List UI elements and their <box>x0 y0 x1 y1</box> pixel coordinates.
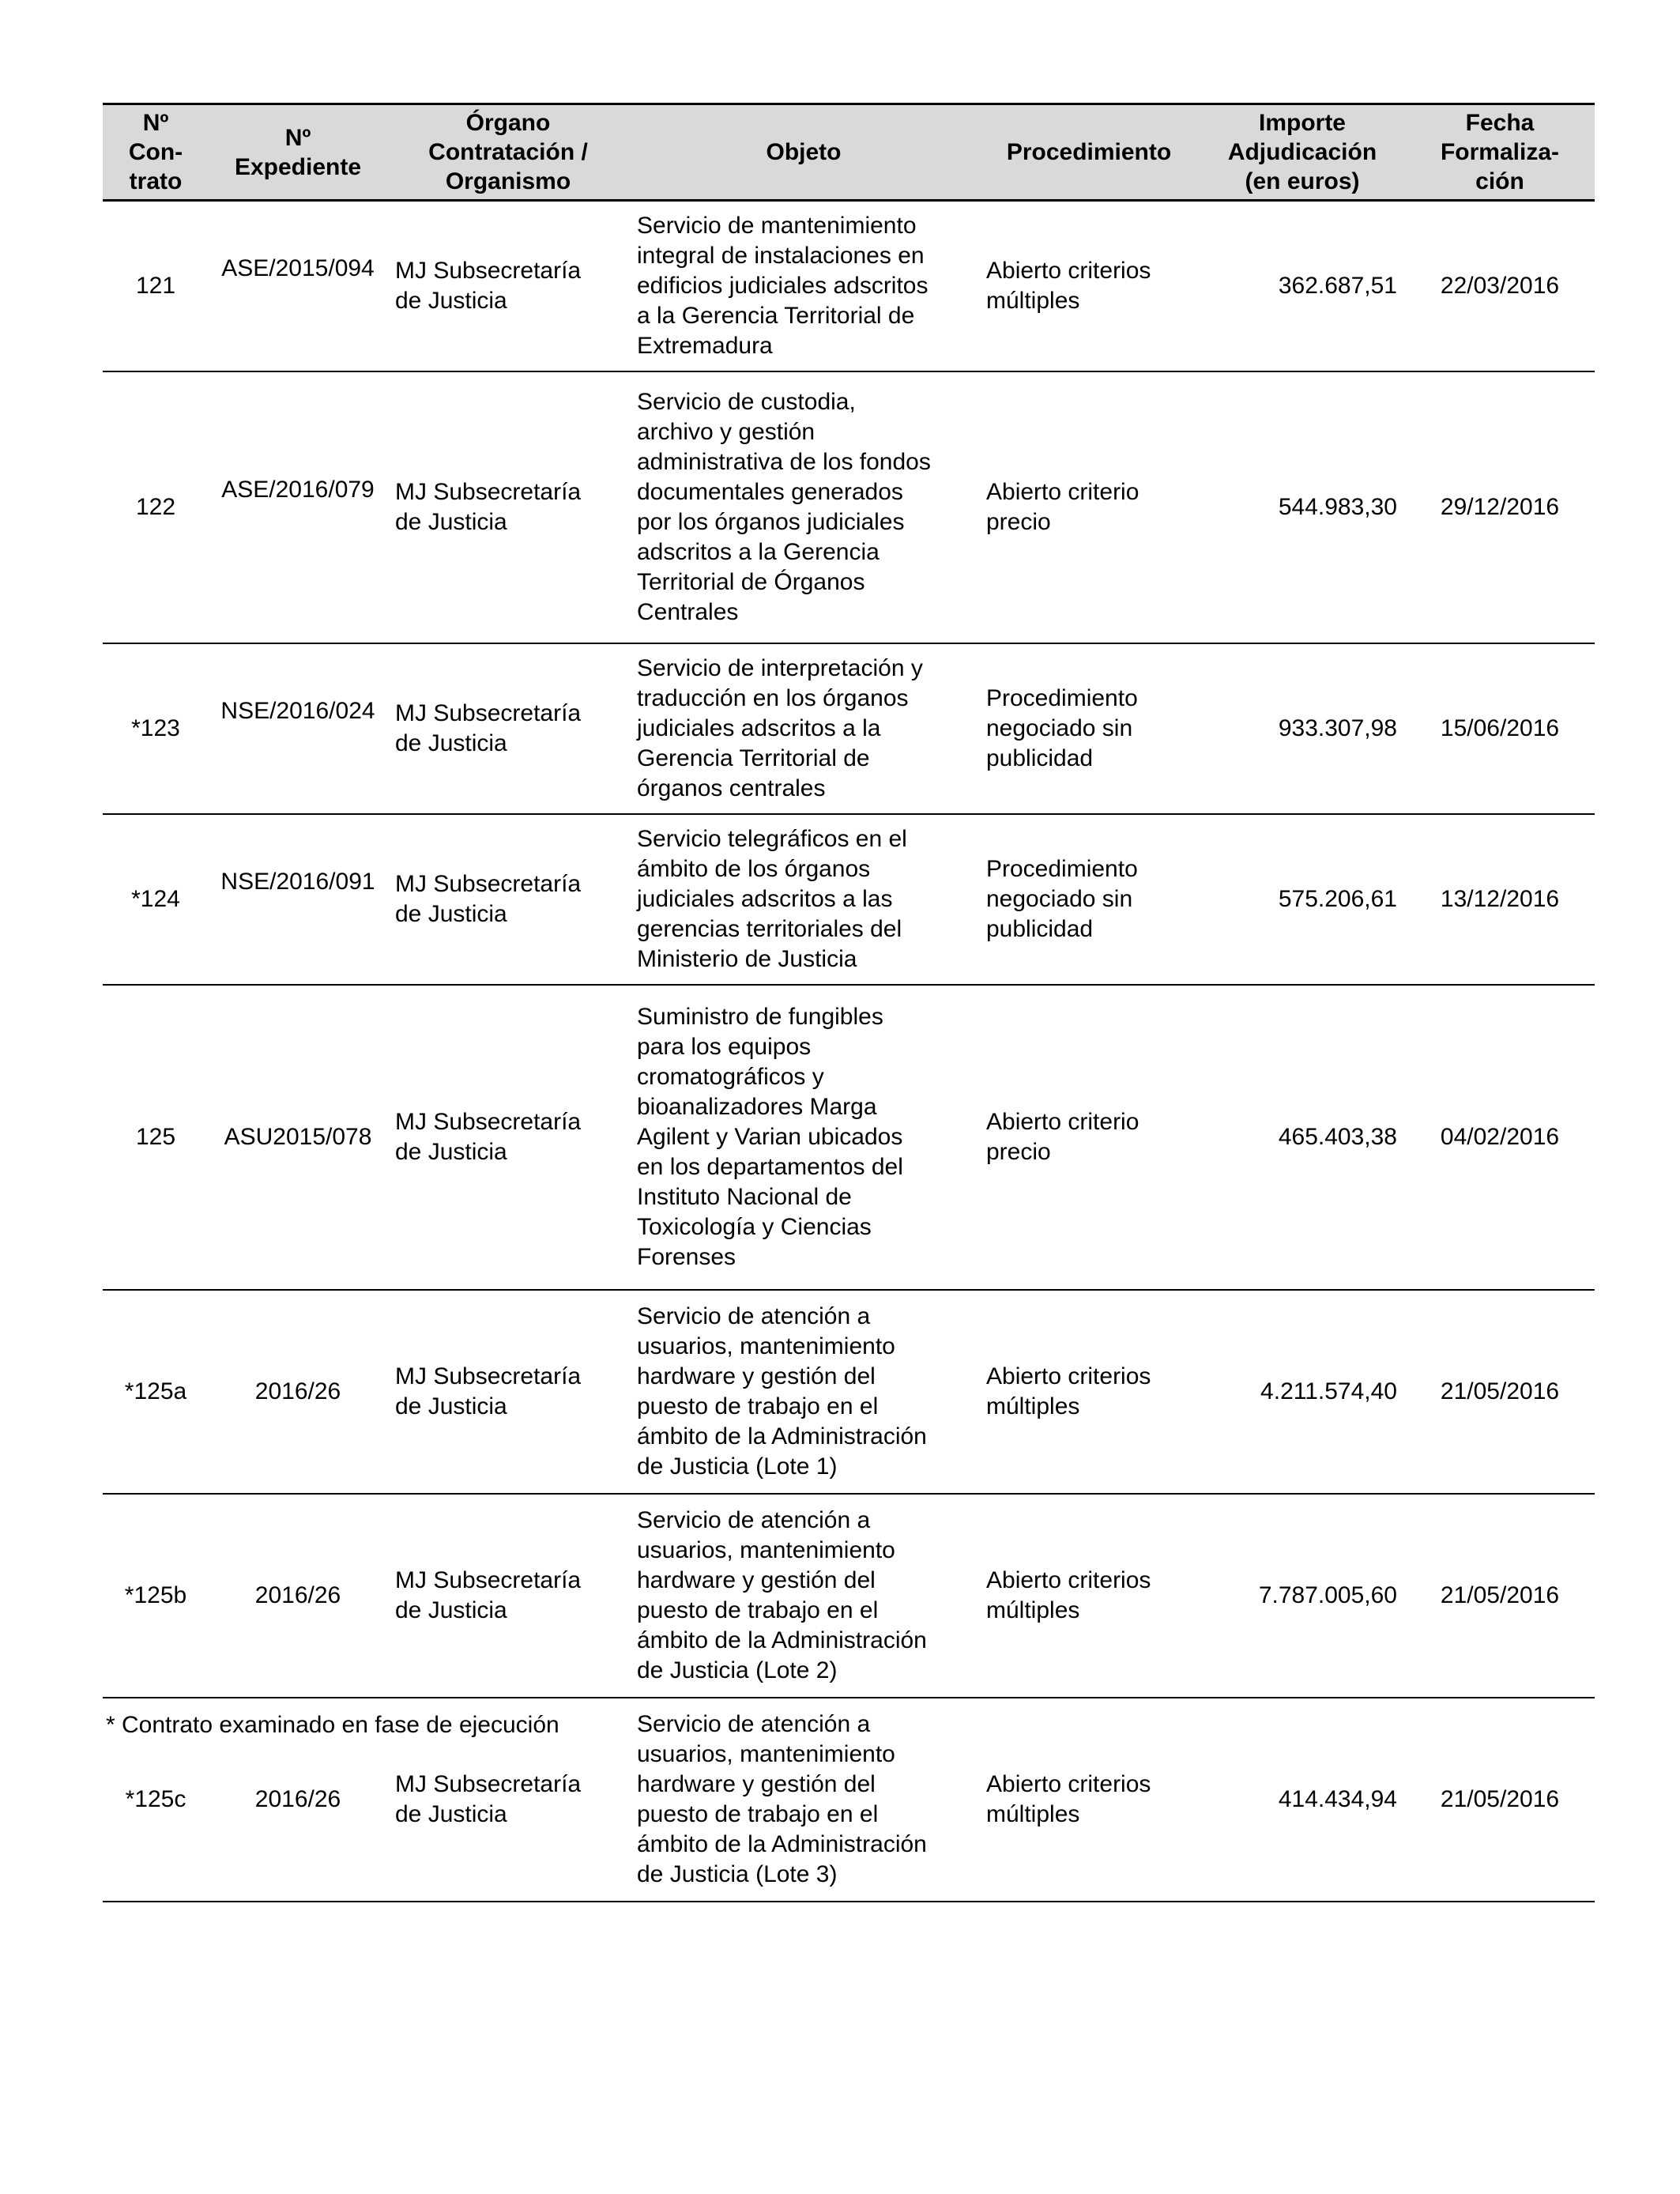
cell-importe: 465.403,38 <box>1200 985 1405 1290</box>
table-row <box>103 1494 1595 1698</box>
text-line: Agilent y Varian ubicados <box>637 1123 903 1150</box>
text-line: documentales generados <box>637 478 903 505</box>
header-objeto <box>629 104 978 201</box>
text-line: judiciales adscritos a la <box>637 714 881 741</box>
text-line: Formaliza- <box>1440 139 1560 165</box>
text-line: ámbito de la Administración <box>637 1830 927 1857</box>
text-line: edificios judiciales adscritos <box>637 272 929 299</box>
text-line: (en euros) <box>1245 168 1360 194</box>
text-line: Gerencia Territorial de <box>637 745 870 771</box>
text-line: gerencias territoriales del <box>637 915 902 942</box>
table-row <box>103 643 1595 814</box>
text-line: de Justicia <box>395 1393 507 1419</box>
cell-organo <box>387 1290 629 1494</box>
cell-contract-number: 125 <box>103 985 209 1290</box>
text-line: de Justicia <box>395 1596 507 1623</box>
text-line: trato <box>129 168 183 194</box>
text-line: Servicio de interpretación y <box>637 654 923 681</box>
text-line: de Justicia <box>395 729 507 756</box>
cell-fecha: 21/05/2016 <box>1405 1698 1595 1902</box>
text-line: Abierto criterio <box>986 478 1139 505</box>
text-line: Abierto criterios <box>986 257 1151 284</box>
cell-contract-number: 122 <box>103 371 209 643</box>
text-line: Territorial de Órganos <box>637 568 865 595</box>
text-line: de Justicia <box>395 287 507 314</box>
text-line: MJ Subsecretaría <box>395 1566 582 1593</box>
cell-fecha: 21/05/2016 <box>1405 1494 1595 1698</box>
text-line: usuarios, mantenimiento <box>637 1333 895 1359</box>
text-line: múltiples <box>986 287 1080 314</box>
text-line: administrativa de los fondos <box>637 448 931 475</box>
cell-contract-number: *125b <box>103 1494 209 1698</box>
cell-fecha: 21/05/2016 <box>1405 1290 1595 1494</box>
table-row <box>103 814 1595 985</box>
cell-expediente <box>209 985 387 1290</box>
text-line: Adjudicación <box>1227 139 1377 165</box>
text-line: Con- <box>128 139 183 165</box>
expediente-text: NSE/2016/024 <box>220 697 375 724</box>
contracts-table <box>103 103 1595 1902</box>
cell-objeto <box>629 1290 978 1494</box>
text-line: Procedimiento <box>1006 139 1172 165</box>
cell-expediente <box>209 814 387 985</box>
text-line: MJ Subsecretaría <box>395 1363 582 1389</box>
header-num <box>103 104 209 201</box>
text-line: integral de instalaciones en <box>637 242 925 269</box>
table-body <box>103 201 1595 1902</box>
text-line: Procedimiento <box>986 684 1138 711</box>
text-line: Procedimiento <box>986 855 1138 882</box>
header-fecha <box>1405 104 1595 201</box>
text-line: Servicio de custodia, <box>637 388 856 415</box>
text-line: Organismo <box>445 168 571 194</box>
text-line: Objeto <box>766 139 842 165</box>
text-line: órganos centrales <box>637 775 826 801</box>
cell-contract-number: *125a <box>103 1290 209 1494</box>
footnote: * Contrato examinado en fase de ejecución <box>106 1712 559 1738</box>
expediente-text: 2016/26 <box>254 1378 341 1404</box>
table-row <box>103 1290 1595 1494</box>
header-importe <box>1200 104 1405 201</box>
text-line: archivo y gestión <box>637 418 816 445</box>
text-line: Abierto criterios <box>986 1363 1151 1389</box>
text-line: en los departamentos del <box>637 1153 903 1180</box>
text-line: Abierto criterios <box>986 1566 1151 1593</box>
cell-objeto <box>629 1698 978 1902</box>
text-line: múltiples <box>986 1800 1080 1827</box>
cell-procedimiento <box>978 1290 1200 1494</box>
cell-procedimiento <box>978 1494 1200 1698</box>
cell-objeto <box>629 1494 978 1698</box>
cell-procedimiento <box>978 201 1200 371</box>
cell-fecha: 04/02/2016 <box>1405 985 1595 1290</box>
text-line: MJ Subsecretaría <box>395 1770 582 1797</box>
cell-procedimiento <box>978 371 1200 643</box>
text-line: hardware y gestión del <box>637 1566 876 1593</box>
text-line: usuarios, mantenimiento <box>637 1536 895 1563</box>
text-line: Importe <box>1258 110 1346 136</box>
cell-expediente <box>209 643 387 814</box>
cell-objeto <box>629 201 978 371</box>
expediente-text: ASU2015/078 <box>224 1123 372 1150</box>
text-line: puesto de trabajo en el <box>637 1596 879 1623</box>
text-line: de Justicia <box>395 508 507 535</box>
text-line: publicidad <box>986 745 1094 771</box>
cell-fecha: 13/12/2016 <box>1405 814 1595 985</box>
expediente-text: ASE/2015/094 <box>221 254 375 281</box>
cell-contract-number: *123 <box>103 643 209 814</box>
text-line: Instituto Nacional de <box>637 1183 852 1210</box>
text-line: para los equipos <box>637 1033 812 1060</box>
cell-organo <box>387 201 629 371</box>
text-line: MJ Subsecretaría <box>395 257 582 284</box>
text-line: de Justicia <box>395 900 507 927</box>
cell-organo <box>387 1494 629 1698</box>
cell-expediente <box>209 1290 387 1494</box>
cell-objeto <box>629 985 978 1290</box>
expediente-text: 2016/26 <box>254 1785 341 1812</box>
cell-objeto <box>629 643 978 814</box>
cell-importe: 362.687,51 <box>1200 201 1405 371</box>
cell-importe: 544.983,30 <box>1200 371 1405 643</box>
text-line: publicidad <box>986 915 1094 942</box>
text-line: Servicio de atención a <box>637 1506 871 1533</box>
expediente-text: 2016/26 <box>254 1581 341 1608</box>
text-line: hardware y gestión del <box>637 1770 876 1797</box>
text-line: Servicio de mantenimiento <box>637 212 917 239</box>
cell-organo <box>387 371 629 643</box>
header-procedimiento <box>978 104 1200 201</box>
text-line: Fecha <box>1465 110 1535 136</box>
cell-expediente <box>209 1494 387 1698</box>
text-line: a la Gerencia Territorial de <box>637 302 915 329</box>
text-line: puesto de trabajo en el <box>637 1393 879 1419</box>
text-line: Nº <box>284 124 311 151</box>
text-line: por los órganos judiciales <box>637 508 905 535</box>
cell-procedimiento <box>978 643 1200 814</box>
text-line: adscritos a la Gerencia <box>637 538 880 565</box>
cell-objeto <box>629 814 978 985</box>
text-line: múltiples <box>986 1596 1080 1623</box>
cell-organo <box>387 643 629 814</box>
cell-importe: 414.434,94 <box>1200 1698 1405 1902</box>
text-line: Toxicología y Ciencias <box>637 1213 872 1240</box>
text-line: de Justicia (Lote 2) <box>637 1657 838 1683</box>
text-line: cromatográficos y <box>637 1063 824 1090</box>
text-line: hardware y gestión del <box>637 1363 876 1389</box>
text-line: Órgano <box>465 110 551 136</box>
text-line: MJ Subsecretaría <box>395 870 582 897</box>
text-line: de Justicia (Lote 1) <box>637 1453 838 1480</box>
cell-expediente <box>209 201 387 371</box>
text-line: ámbito de los órganos <box>637 855 871 882</box>
cell-objeto <box>629 371 978 643</box>
cell-fecha: 15/06/2016 <box>1405 643 1595 814</box>
cell-procedimiento <box>978 1698 1200 1902</box>
text-line: Centrales <box>637 598 739 625</box>
text-line: negociado sin <box>986 714 1133 741</box>
header-organo <box>387 104 629 201</box>
cell-fecha: 29/12/2016 <box>1405 371 1595 643</box>
cell-organo <box>387 814 629 985</box>
header-row <box>103 104 1595 201</box>
text-line: Abierto criterio <box>986 1108 1139 1135</box>
cell-fecha: 22/03/2016 <box>1405 201 1595 371</box>
table-row <box>103 985 1595 1290</box>
text-line: precio <box>986 1138 1051 1165</box>
text-line: Servicio de atención a <box>637 1302 871 1329</box>
text-line: de Justicia (Lote 3) <box>637 1860 838 1887</box>
cell-importe: 933.307,98 <box>1200 643 1405 814</box>
cell-organo <box>387 985 629 1290</box>
text-line: bioanalizadores Marga <box>637 1093 877 1120</box>
table-header <box>103 104 1595 201</box>
text-line: de Justicia <box>395 1138 507 1165</box>
cell-importe: 4.211.574,40 <box>1200 1290 1405 1494</box>
text-line: ámbito de la Administración <box>637 1627 927 1653</box>
text-line: Contratación / <box>428 139 588 165</box>
text-line: Suministro de fungibles <box>637 1003 883 1030</box>
cell-procedimiento <box>978 985 1200 1290</box>
text-line: Nº <box>142 110 169 136</box>
cell-importe: 575.206,61 <box>1200 814 1405 985</box>
text-line: Servicio de atención a <box>637 1710 871 1737</box>
table-row <box>103 371 1595 643</box>
text-line: MJ Subsecretaría <box>395 699 582 726</box>
cell-procedimiento <box>978 814 1200 985</box>
text-line: Extremadura <box>637 332 773 359</box>
text-line: MJ Subsecretaría <box>395 1108 582 1135</box>
text-line: judiciales adscritos a las <box>637 885 893 912</box>
text-line: precio <box>986 508 1051 535</box>
cell-contract-number: *125c <box>103 1698 209 1902</box>
text-line: traducción en los órganos <box>637 684 909 711</box>
text-line: Forenses <box>637 1243 736 1270</box>
text-line: Expediente <box>234 153 362 180</box>
text-line: múltiples <box>986 1393 1080 1419</box>
cell-contract-number: *124 <box>103 814 209 985</box>
text-line: Servicio telegráficos en el <box>637 825 907 852</box>
expediente-text: ASE/2016/079 <box>221 476 375 503</box>
expediente-text: NSE/2016/091 <box>220 868 375 895</box>
header-expediente <box>209 104 387 201</box>
text-line: ción <box>1475 168 1524 194</box>
text-line: MJ Subsecretaría <box>395 478 582 505</box>
table-row <box>103 201 1595 371</box>
text-line: de Justicia <box>395 1800 507 1827</box>
text-line: usuarios, mantenimiento <box>637 1740 895 1767</box>
text-line: puesto de trabajo en el <box>637 1800 879 1827</box>
text-line: negociado sin <box>986 885 1133 912</box>
cell-importe: 7.787.005,60 <box>1200 1494 1405 1698</box>
text-line: Abierto criterios <box>986 1770 1151 1797</box>
text-line: ámbito de la Administración <box>637 1423 927 1449</box>
text-line: Ministerio de Justicia <box>637 945 857 972</box>
cell-contract-number: 121 <box>103 201 209 371</box>
cell-expediente <box>209 371 387 643</box>
